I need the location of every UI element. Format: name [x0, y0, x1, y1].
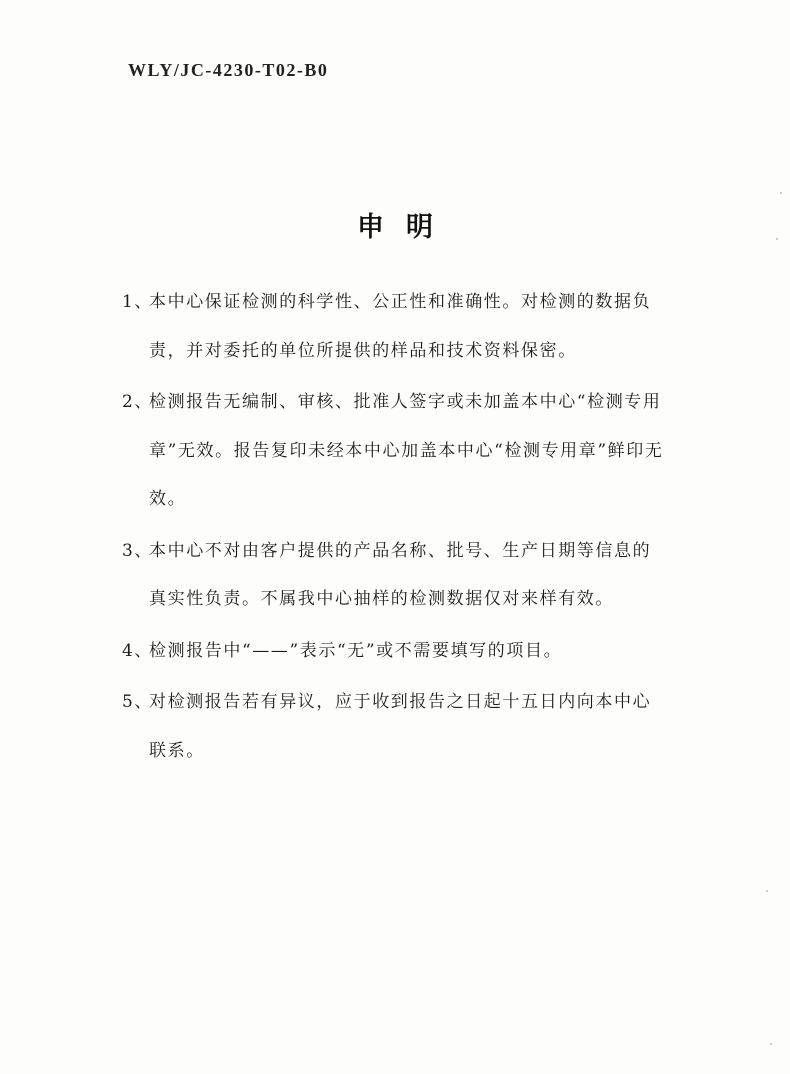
- statement-text: 本中心保证检测的科学性、公正性和准确性。对检测的数据负责，并对委托的单位所提供的样品和技术资料保密。: [149, 292, 652, 361]
- document-code: WLY/JC-4230-T02-B0: [128, 60, 329, 80]
- statement-item-5: [122, 678, 667, 775]
- statement-number: 3、: [122, 540, 154, 561]
- statement-text: 本中心不对由客户提供的产品名称、批号、生产日期等信息的真实性负责。不属我中心抽样的检测数据仅对来样有效。: [149, 540, 652, 609]
- statement-item-3: [122, 527, 667, 624]
- statement-number: 2、: [122, 392, 154, 412]
- scan-speck: [770, 1043, 772, 1045]
- page-title: 申明: [357, 212, 455, 243]
- statement-item-1: [122, 278, 667, 375]
- statement-number: 5、: [122, 692, 154, 712]
- statement-number: 4、: [122, 640, 154, 661]
- statement-list: [122, 278, 667, 778]
- statement-text: 检测报告中“——”表示“无”或不需要填写的项目。: [149, 640, 563, 661]
- statement-text: 检测报告无编制、审核、批准人签字或未加盖本中心“检测专用章”无效。报告复印未经本中心加盖本中心“检测专用章”鲜印无效。: [149, 392, 664, 509]
- scan-speck: [766, 890, 768, 892]
- statement-item-4: [122, 627, 667, 676]
- statement-item-2: [122, 378, 667, 524]
- scan-speck: [776, 238, 778, 240]
- scan-speck: [780, 192, 782, 194]
- statement-number: 1、: [122, 292, 154, 312]
- statement-text: 对检测报告若有异议，应于收到报告之日起十五日内向本中心联系。: [149, 692, 652, 761]
